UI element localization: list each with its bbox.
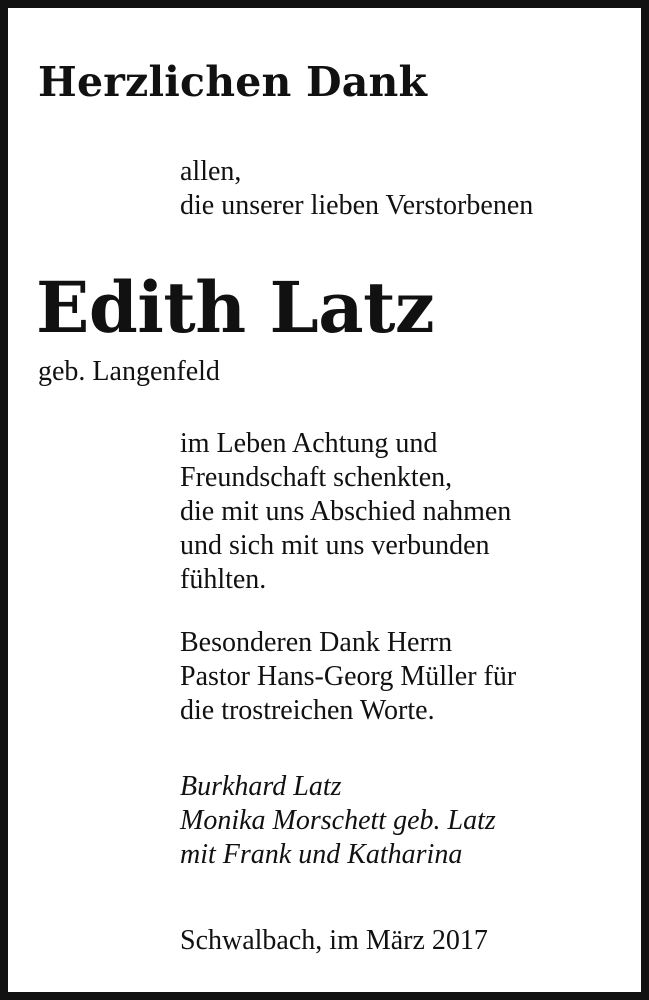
intro-line: die unserer lieben Verstorbenen: [180, 190, 534, 221]
place-date: Schwalbach, im März 2017: [180, 925, 488, 956]
notice-heading: Herzlichen Dank: [38, 58, 428, 106]
thanks-line: die mit uns Abschied nahmen: [180, 496, 512, 527]
special-thanks-line: die trostreichen Worte.: [180, 695, 435, 726]
signatory-line: Monika Morschett geb. Latz: [180, 805, 496, 836]
signatory-line: mit Frank und Katharina: [180, 839, 463, 870]
special-thanks-line: Besonderen Dank Herrn: [180, 627, 453, 658]
intro-text: [180, 155, 533, 223]
thanks-line: im Leben Achtung und: [180, 428, 438, 459]
thanks-line: und sich mit uns verbunden: [180, 530, 490, 561]
signatories: [180, 770, 496, 872]
maiden-name: geb. Langenfeld: [38, 356, 220, 387]
deceased-name: Edith Latz: [36, 266, 435, 349]
special-thanks-text: [180, 626, 516, 728]
thanks-text: [180, 427, 511, 597]
thanks-line: fühlten.: [180, 564, 267, 595]
intro-line: allen,: [180, 156, 242, 187]
thanks-line: Freundschaft schenkten,: [180, 462, 453, 493]
signatory-line: Burkhard Latz: [180, 771, 342, 802]
special-thanks-line: Pastor Hans-Georg Müller für: [180, 661, 517, 692]
